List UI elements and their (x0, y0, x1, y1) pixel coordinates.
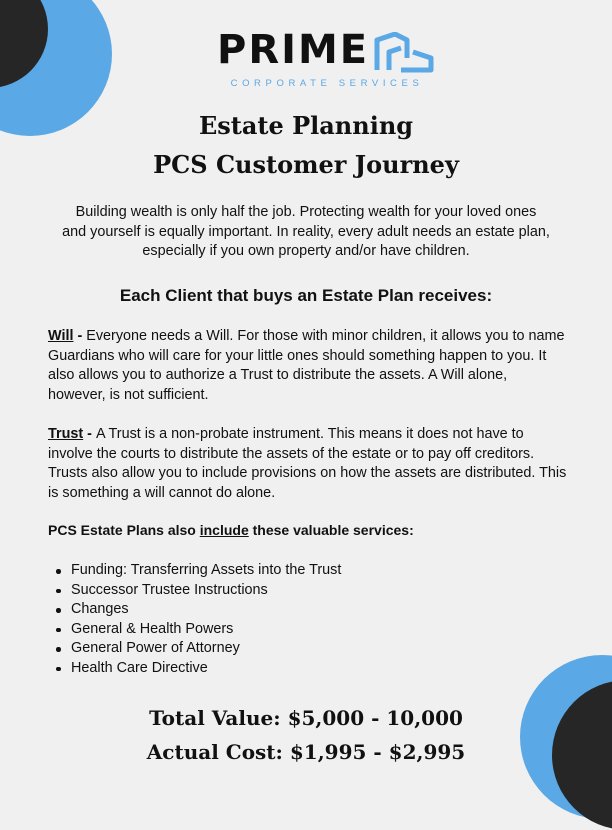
will-description: Everyone needs a Will. For those with minor children, it allows you to name Guardians who will care for your little ones should something happen to you. It also allows you to authorize a Trust to distribute the assets. A Will alone, however, is not sufficient. (48, 328, 565, 403)
services-heading-after: these valuable services: (248, 522, 414, 538)
brand-logo (217, 26, 437, 90)
will-dash: - (73, 328, 87, 344)
list-item: Changes (48, 600, 341, 620)
list-item: Health Care Directive (48, 659, 341, 679)
list-item: General & Health Powers (48, 620, 341, 640)
will-term-label: Will (48, 328, 74, 344)
page-subtitle: PCS Customer Journey (153, 150, 459, 179)
trust-paragraph (48, 425, 568, 503)
intro-paragraph: Building wealth is only half the job. Protecting wealth for your loved ones and yourself is equally important. In reality, every adult needs an estate plan, especially if you own property and/or have children. (62, 204, 550, 259)
services-list (48, 561, 341, 678)
total-value: Total Value: $5,000 - 10,000 (149, 706, 463, 730)
receives-heading: Each Client that buys an Estate Plan receives: (119, 286, 493, 305)
logo-wordmark: PRIME (217, 27, 370, 73)
page-title: Estate Planning (198, 111, 414, 140)
list-item: General Power of Attorney (48, 639, 341, 659)
services-heading (48, 522, 414, 538)
actual-cost: Actual Cost: $1,995 - $2,995 (146, 740, 466, 764)
list-item: Funding: Transferring Assets into the Trust (48, 561, 341, 581)
trust-term (48, 426, 96, 442)
services-heading-before: PCS Estate Plans also (48, 522, 200, 538)
services-heading-emphasis: include (199, 522, 249, 538)
trust-dash: - (83, 426, 96, 442)
will-term (48, 328, 86, 344)
list-item: Successor Trustee Instructions (48, 581, 341, 601)
trust-description: A Trust is a non-probate instrument. This means it does not have to involve the courts to distribute the assets of the estate or to pay off creditors. Trusts also allow you to include provisions on how the assets are distributed. This is something a will cannot do alone. (48, 426, 567, 501)
will-paragraph (48, 327, 568, 405)
trust-term-label: Trust (48, 426, 84, 442)
logo-tagline: CORPORATE SERVICES (230, 78, 424, 89)
logo-building-icon (373, 32, 435, 76)
